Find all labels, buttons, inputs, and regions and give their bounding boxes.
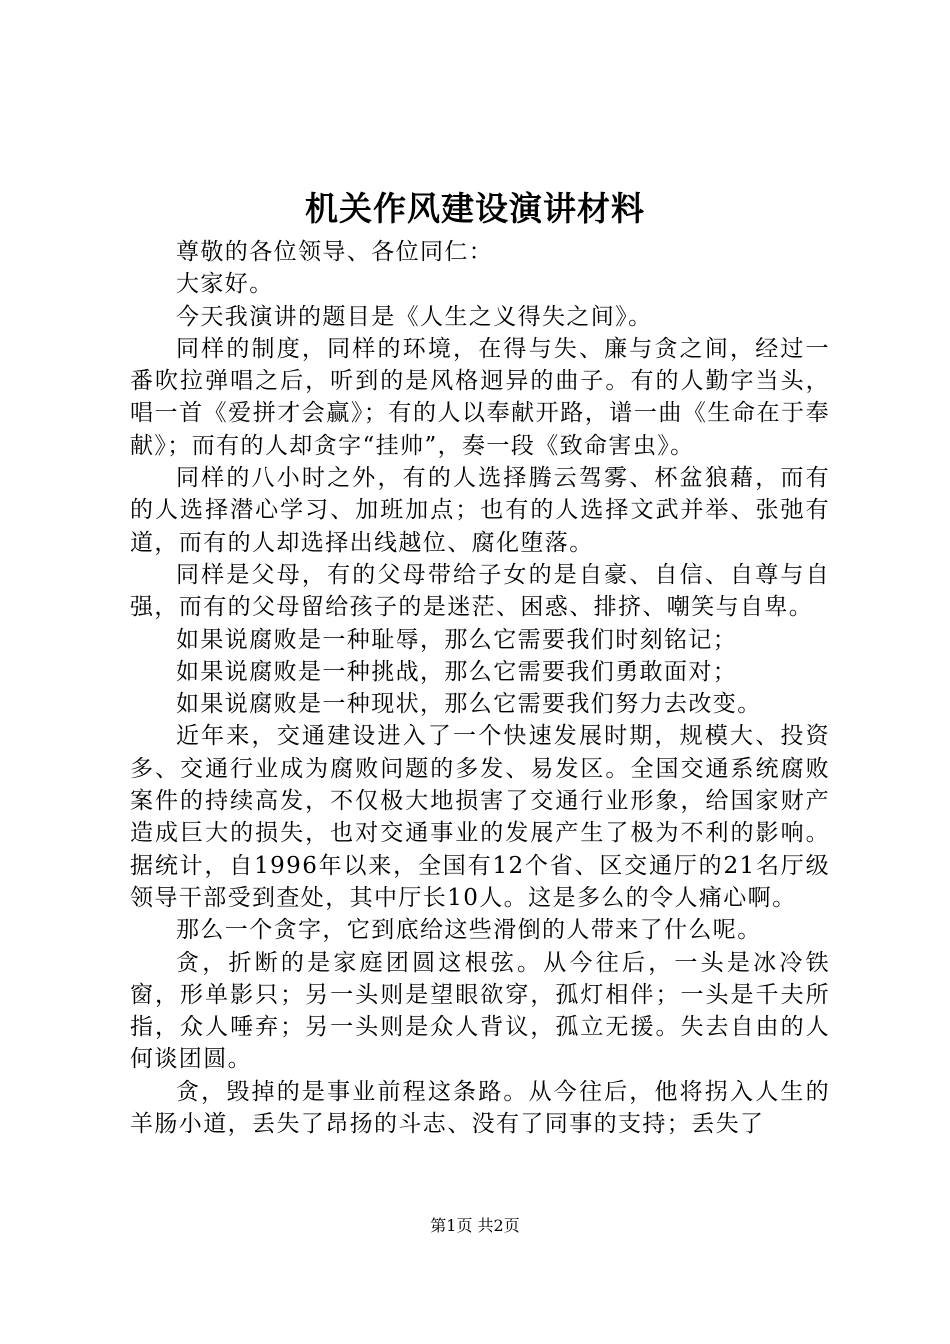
paragraph: 如果说腐败是一种耻辱，那么它需要我们时刻铭记； — [176, 626, 738, 653]
paragraph: 同样的制度，同样的环境，在得与失、廉与贪之间，经过一番吹拉弹唱之后，听到的是风格迥异的曲子。有的人勤字当头，唱一首《爱拼才会赢》；有的人以奉献开路，谱一曲《生命在于奉献》；而有的人却贪字“挂帅”，奏一段《致命害虫》。 — [130, 335, 830, 459]
paragraph: 如果说腐败是一种挑战，那么它需要我们勇敢面对； — [176, 658, 738, 685]
paragraph: 大家好。 — [176, 271, 274, 298]
document-body — [130, 236, 830, 1140]
document-title: 机关作风建设演讲材料 — [305, 189, 645, 228]
paragraph: 贪，折断的是家庭团圆这根弦。从今往后，一头是冰冷铁窗，形单影只；另一头则是望眼欲穿，孤灯相伴；一头是千夫所指，众人唾弃；另一头则是众人背议，孤立无援。失去自由的人何谈团圆。 — [130, 949, 830, 1073]
paragraph: 近年来，交通建设进入了一个快速发展时期，规模大、投资多、交通行业成为腐败问题的多发、易发区。全国交通系统腐败案件的持续高发，不仅极大地损害了交通行业形象，给国家财产造成巨大的损失，也对交通事业的发展产生了极为不利的影响。据统计，自1996年以来，全国有12个省、区交通厅的21名厅级领导干部受到查处，其中厅长10人。这是多么的令人痛心啊。 — [130, 723, 830, 911]
paragraph: 同样是父母，有的父母带给子女的是自豪、自信、自尊与自强，而有的父母留给孩子的是迷茫、困惑、排挤、嘲笑与自卑。 — [130, 561, 830, 621]
paragraph: 那么一个贪字，它到底给这些滑倒的人带来了什么呢。 — [176, 917, 762, 944]
paragraph: 尊敬的各位领导、各位同仁： — [176, 239, 494, 265]
paragraph: 同样的八小时之外，有的人选择腾云驾雾、杯盆狼藉，而有的人选择潜心学习、加班加点；也有的人选择文武并举、张弛有道，而有的人却选择出线越位、腐化堕落。 — [130, 465, 830, 556]
page-footer: 第1页 共2页 — [430, 1216, 520, 1235]
paragraph: 贪，毁掉的是事业前程这条路。从今往后，他将拐入人生的羊肠小道，丢失了昂扬的斗志、没有了同事的支持；丢失了 — [130, 1078, 830, 1138]
paragraph: 今天我演讲的题目是《人生之义得失之间》。 — [176, 303, 653, 330]
paragraph: 如果说腐败是一种现状，那么它需要我们努力去改变。 — [176, 691, 762, 718]
